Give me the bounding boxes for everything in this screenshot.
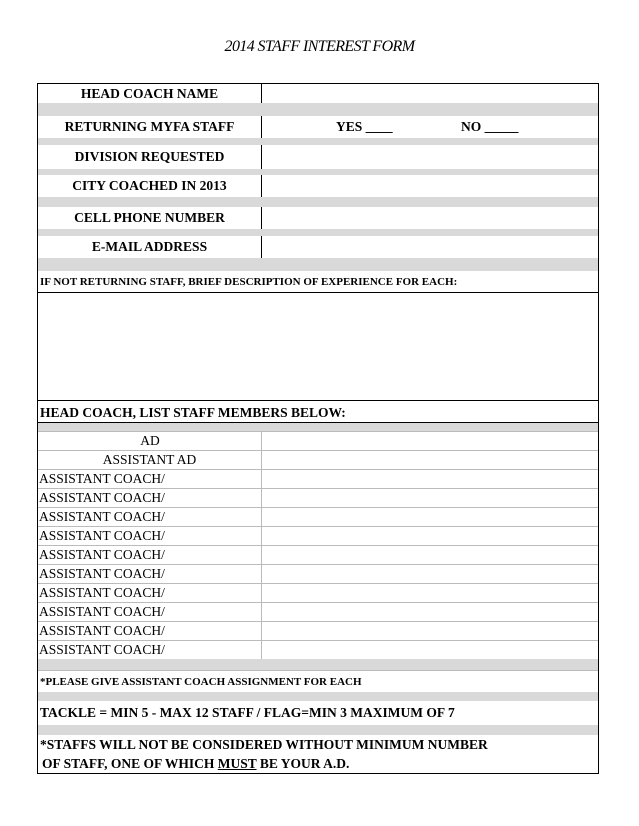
city-row xyxy=(38,175,598,197)
staff-row-ad[interactable] xyxy=(38,431,598,450)
experience-description-area[interactable] xyxy=(38,293,598,401)
warning-note-row-1 xyxy=(38,735,598,755)
staff-role-ad: AD xyxy=(38,432,262,450)
staff-row-assistant-coach[interactable] xyxy=(38,488,598,507)
spacer-row xyxy=(38,138,598,145)
cell-row xyxy=(38,207,598,229)
spacer-row xyxy=(38,725,598,735)
division-label: DIVISION REQUESTED xyxy=(38,145,262,169)
spacer-row xyxy=(38,103,598,116)
staff-row-assistant-coach[interactable] xyxy=(38,469,598,488)
staff-row-assistant-coach[interactable] xyxy=(38,602,598,621)
warning-note-row-2 xyxy=(38,755,598,775)
staff-role: ASSISTANT COACH/ xyxy=(38,565,262,583)
staff-row-assistant-coach[interactable] xyxy=(38,621,598,640)
staff-role: ASSISTANT COACH/ xyxy=(38,489,262,507)
staff-row-assistant-coach[interactable] xyxy=(38,545,598,564)
assignment-note-row xyxy=(38,670,598,692)
city-label: CITY COACHED IN 2013 xyxy=(38,175,262,197)
staff-role-assistant-ad: ASSISTANT AD xyxy=(38,451,262,469)
form-title: 2014 STAFF INTEREST FORM xyxy=(224,38,415,55)
warning-must: MUST xyxy=(217,756,257,771)
spacer-row xyxy=(38,229,598,236)
spacer-row xyxy=(38,423,598,431)
email-row xyxy=(38,236,598,258)
staff-role: ASSISTANT COACH/ xyxy=(38,508,262,526)
warning-note-line-2 xyxy=(40,756,349,772)
spacer-row xyxy=(38,659,598,670)
staff-row-assistant-ad[interactable] xyxy=(38,450,598,469)
staff-interest-form xyxy=(37,83,599,774)
spacer-row xyxy=(38,692,598,701)
yes-option[interactable]: YES ____ xyxy=(336,119,393,134)
cell-label: CELL PHONE NUMBER xyxy=(38,207,262,229)
staff-row-assistant-coach[interactable] xyxy=(38,507,598,526)
staff-header: HEAD COACH, LIST STAFF MEMBERS BELOW: xyxy=(40,405,346,420)
returning-staff-label: RETURNING MYFA STAFF xyxy=(38,116,262,138)
staff-role: ASSISTANT COACH/ xyxy=(38,584,262,602)
staff-role: ASSISTANT COACH/ xyxy=(38,470,262,488)
limits-note-row xyxy=(38,701,598,725)
city-field[interactable] xyxy=(262,175,598,197)
cell-field[interactable] xyxy=(262,207,598,229)
staff-role: ASSISTANT COACH/ xyxy=(38,641,262,659)
staff-role: ASSISTANT COACH/ xyxy=(38,527,262,545)
assignment-note: *PLEASE GIVE ASSISTANT COACH ASSIGNMENT FOR EACH xyxy=(40,676,362,688)
warning-text-a: OF STAFF, ONE OF WHICH xyxy=(42,756,218,771)
staff-role: ASSISTANT COACH/ xyxy=(38,603,262,621)
staff-row-assistant-coach[interactable] xyxy=(38,564,598,583)
returning-staff-row xyxy=(38,116,598,138)
head-coach-field[interactable] xyxy=(262,84,598,103)
email-label: E-MAIL ADDRESS xyxy=(38,236,262,258)
email-field[interactable] xyxy=(262,236,598,258)
spacer-row xyxy=(38,197,598,207)
staff-role: ASSISTANT COACH/ xyxy=(38,622,262,640)
experience-prompt-row xyxy=(38,271,598,293)
spacer-row xyxy=(38,258,598,271)
staff-row-assistant-coach[interactable] xyxy=(38,526,598,545)
staff-row-assistant-coach[interactable] xyxy=(38,583,598,602)
warning-text-b: BE YOUR A.D. xyxy=(256,756,350,771)
head-coach-label: HEAD COACH NAME xyxy=(38,84,262,103)
warning-note-line-1: *STAFFS WILL NOT BE CONSIDERED WITHOUT MINIMUM NUMBER xyxy=(40,737,488,752)
no-option[interactable]: NO _____ xyxy=(461,119,519,134)
head-coach-row xyxy=(38,84,598,103)
division-field[interactable] xyxy=(262,145,598,169)
staff-row-assistant-coach[interactable] xyxy=(38,640,598,659)
staff-role: ASSISTANT COACH/ xyxy=(38,546,262,564)
experience-prompt: IF NOT RETURNING STAFF, BRIEF DESCRIPTION OF EXPERIENCE FOR EACH: xyxy=(40,276,458,288)
staff-header-row xyxy=(38,401,598,423)
limits-note: TACKLE = MIN 5 - MAX 12 STAFF / FLAG=MIN 3 MAXIMUM OF 7 xyxy=(40,705,455,720)
division-row xyxy=(38,145,598,169)
